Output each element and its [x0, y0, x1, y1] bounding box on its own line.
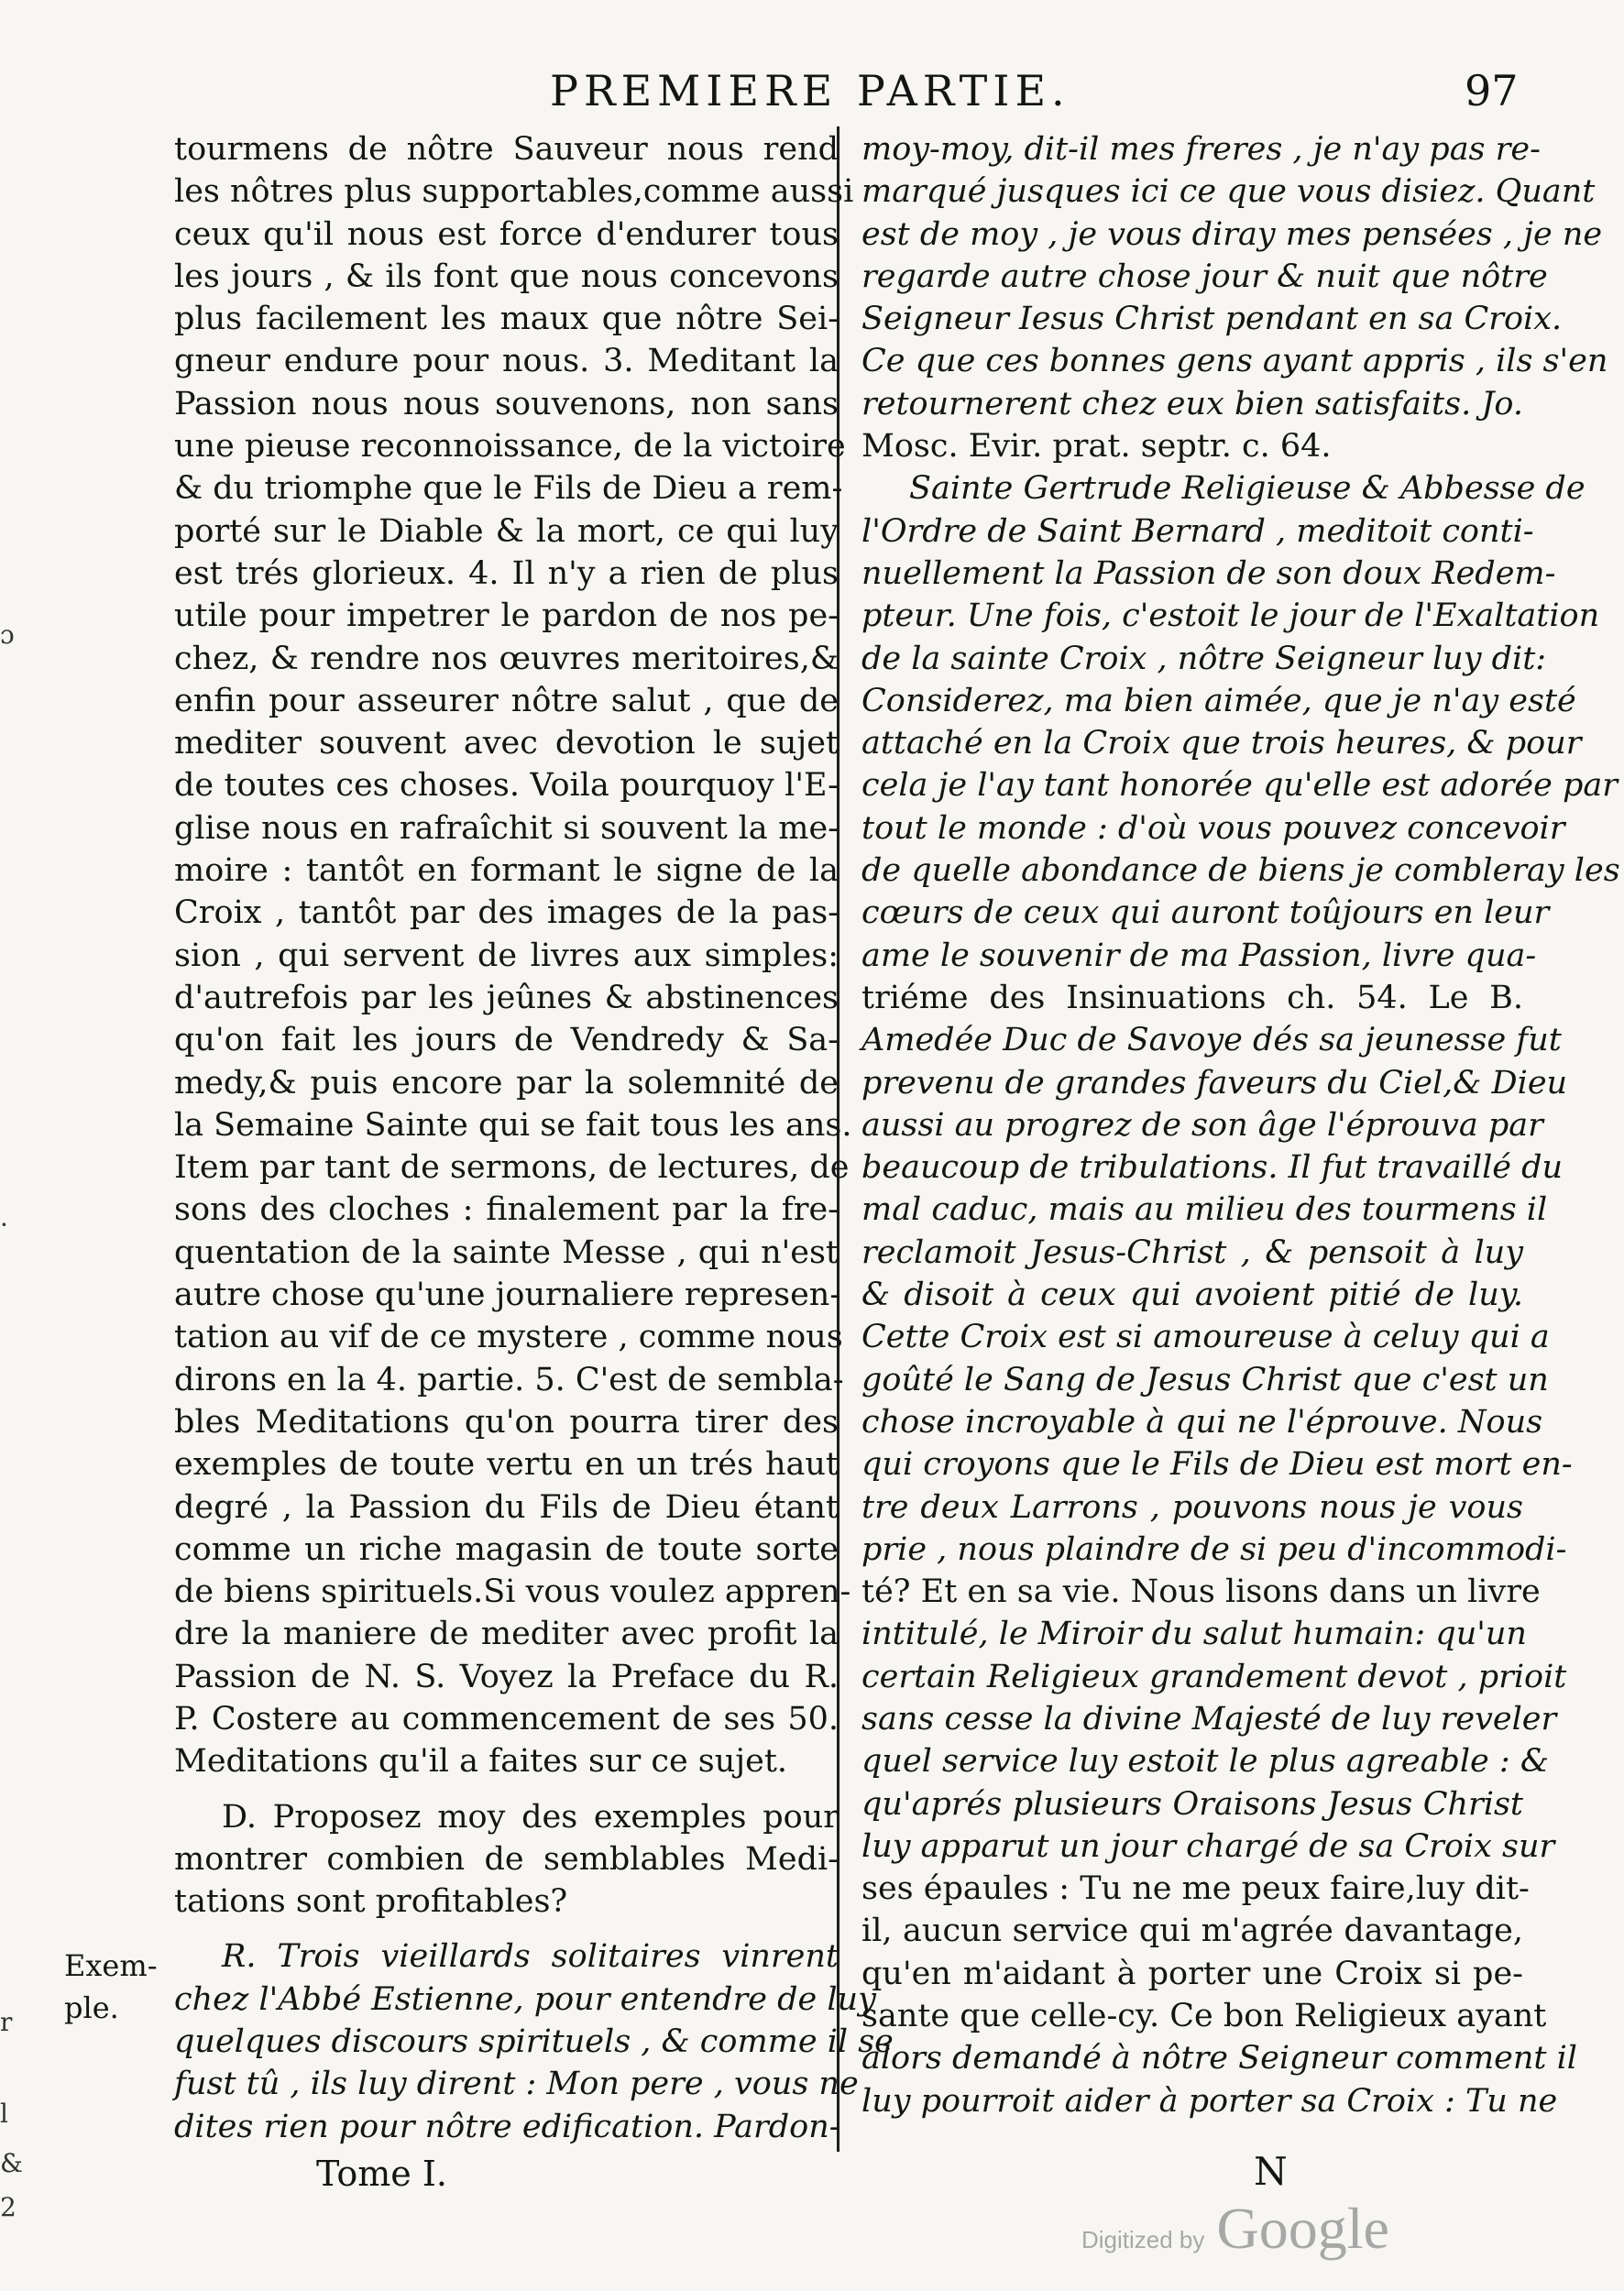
left-column	[174, 128, 894, 2148]
signature-mark: N	[1254, 2149, 1288, 2194]
text-line: cela je l'ay tant honorée qu'elle est adorée par	[861, 767, 1618, 805]
text-line: & disoit à ceux qui avoient pitié de luy.	[861, 1277, 1523, 1314]
text-line: pteur. Une fois, c'estoit le jour de l'Exaltation	[861, 597, 1600, 635]
edge-glyph: ɔ	[0, 619, 15, 650]
text-line: dirons en la 4. partie. 5. C'est de sembla-	[174, 1361, 844, 1398]
text-line: sans cesse la divine Majesté de luy reveler	[861, 1700, 1557, 1737]
text-line: Cette Croix est si amoureuse à celuy qui a	[861, 1319, 1550, 1356]
text-line: chez, & rendre nos œuvres meritoires,&	[174, 640, 839, 677]
text-line: intitulé, le Miroir du salut humain: qu'un	[861, 1616, 1527, 1653]
watermark-prefix: Digitized by	[1081, 2226, 1205, 2253]
text-line: medy,& puis encore par la solemnité de	[174, 1064, 839, 1102]
text-line: glise nous en rafraîchit si souvent la me-	[174, 809, 839, 847]
margin-note	[64, 1945, 165, 2029]
edge-glyph: l	[0, 2099, 8, 2129]
text-line: cœurs de ceux qui auront toûjours en leur	[861, 894, 1550, 932]
text-line: qu'on fait les jours de Vendredy & Sa-	[174, 1022, 839, 1059]
answer-line: fust tû , ils luy dirent : Mon pere , vous ne	[174, 2066, 859, 2103]
text-line: prevenu de grandes faveurs du Ciel,& Dieu	[861, 1064, 1568, 1102]
text-line: quel service luy estoit le plus agreable : &	[861, 1743, 1549, 1781]
text-line: alors demandé à nôtre Seigneur comment il	[861, 2040, 1577, 2077]
text-line: goûté le Sang de Jesus Christ que c'est un	[861, 1361, 1549, 1398]
text-line: mediter souvent avec devotion le sujet	[174, 725, 839, 762]
text-line: sion , qui servent de livres aux simples:	[174, 937, 839, 974]
edge-glyph: ·	[0, 1210, 8, 1240]
text-line: Item par tant de sermons, de lectures, de	[174, 1149, 850, 1187]
text-line: comme un riche magasin de toute sorte	[174, 1530, 839, 1568]
text-line: aussi au progrez de son âge l'éprouva par	[861, 1106, 1543, 1144]
text-line: de quelle abondance de biens je combleray les	[861, 852, 1620, 890]
text-line: moy-moy, dit-il mes freres , je n'ay pas re-	[861, 131, 1541, 168]
edge-glyph: 2	[0, 2192, 16, 2222]
text-line: sante que celle-cy. Ce bon Religieux ayant	[861, 1998, 1547, 2035]
text-line: luy pourroit aider à porter sa Croix : Tu ne	[861, 2082, 1558, 2120]
text-line: quentation de la sainte Messe , qui n'est	[174, 1233, 839, 1271]
text-line: gneur endure pour nous. 3. Meditant la	[174, 343, 839, 380]
text-line: exemples de toute vertu en un trés haut	[174, 1446, 839, 1484]
text-line: ame le souvenir de ma Passion, livre qua-	[861, 937, 1537, 974]
page-number: 97	[1465, 66, 1519, 115]
text-line: ceux qu'il nous est force d'endurer tous	[174, 215, 839, 253]
text-line: té? Et en sa vie. Nous lisons dans un livre	[861, 1573, 1541, 1611]
edge-glyph: r	[0, 2007, 13, 2037]
text-line: bles Meditations qu'on pourra tirer des	[174, 1403, 839, 1441]
text-line: tation au vif de ce mystere , comme nous	[174, 1319, 843, 1356]
answer-line: chez l'Abbé Estienne, pour entendre de luy	[174, 1980, 876, 2018]
page-header	[0, 66, 1624, 121]
text-line: nuellement la Passion de son doux Redem-	[861, 554, 1556, 592]
right-column	[861, 128, 1620, 2122]
text-line: & du triomphe que le Fils de Dieu a rem-	[174, 470, 843, 508]
text-line: porté sur le Diable & la mort, ce qui luy	[174, 512, 839, 550]
text-line: autre chose qu'une journaliere represen-	[174, 1277, 841, 1314]
text-line: Croix , tantôt par des images de la pas-	[174, 894, 839, 932]
text-line: qu'aprés plusieurs Oraisons Jesus Christ	[861, 1785, 1523, 1823]
text-line: tre deux Larrons , pouvons nous je vous	[861, 1488, 1523, 1526]
text-line: Passion de N. S. Voyez la Preface du R.	[174, 1658, 839, 1695]
text-line: est trés glorieux. 4. Il n'y a rien de plus	[174, 554, 839, 592]
running-title: PREMIERE PARTIE.	[550, 66, 1070, 115]
google-logo: Google	[1216, 2196, 1389, 2261]
text-line: sons des cloches : finalement par la fre-	[174, 1191, 839, 1229]
answer-line: quelques discours spirituels , & comme il se	[174, 2023, 894, 2061]
text-line: reclamoit Jesus-Christ , & pensoit à luy	[861, 1233, 1523, 1271]
question-line: D. Proposez moy des exemples pour	[222, 1798, 839, 1836]
text-line: les nôtres plus supportables,comme aussi	[174, 173, 854, 211]
text-line: la Semaine Sainte qui se fait tous les ans.	[174, 1106, 852, 1144]
answer-line: dites rien pour nôtre edification. Pardon-	[174, 2108, 840, 2145]
text-line: qu'en m'aidant à porter une Croix si pe-	[861, 1955, 1523, 1992]
text-line: tout le monde : d'où vous pouvez concevoir	[861, 809, 1565, 847]
text-line: tourmens de nôtre Sauveur nous rend	[174, 131, 839, 168]
text-line: Seigneur Iesus Christ pendant en sa Croix.	[861, 301, 1563, 338]
volume-label: Tome I.	[316, 2154, 447, 2194]
text-line: Meditations qu'il a faites sur ce sujet.	[174, 1743, 788, 1781]
text-line: Amedée Duc de Savoye dés sa jeunesse fut	[861, 1022, 1562, 1059]
text-line: les jours , & ils font que nous concevons	[174, 258, 839, 295]
text-line: plus facilement les maux que nôtre Sei-	[174, 301, 839, 338]
text-line: d'autrefois par les jeûnes & abstinences	[174, 979, 839, 1016]
text-line: Sainte Gertrude Religieuse & Abbesse de	[909, 470, 1586, 508]
text-line: une pieuse reconnoissance, de la victoire	[174, 428, 846, 466]
text-line: Considerez, ma bien aimée, que je n'ay esté	[861, 682, 1576, 719]
margin-note-line: Exem-	[64, 1948, 158, 1983]
text-line: retournerent chez eux bien satisfaits. Jo.	[861, 385, 1523, 422]
question-line: montrer combien de semblables Medi-	[174, 1840, 839, 1878]
text-line: ses épaules : Tu ne me peux faire,luy dit-	[861, 1870, 1530, 1908]
text-line: l'Ordre de Saint Bernard , meditoit conti-	[861, 512, 1534, 550]
text-line: luy apparut un jour chargé de sa Croix sur	[861, 1827, 1555, 1865]
text-line: certain Religieux grandement devot , prioit	[861, 1658, 1567, 1695]
answer-line: R. Trois vieillards solitaires vinrent	[222, 1938, 839, 1976]
text-line: qui croyons que le Fils de Dieu est mort en-	[861, 1446, 1573, 1484]
text-line: mal caduc, mais au milieu des tourmens il	[861, 1191, 1548, 1229]
text-line: de biens spirituels.Si vous voulez appren-	[174, 1573, 851, 1611]
text-line: regarde autre chose jour & nuit que nôtre	[861, 258, 1548, 295]
text-line: attaché en la Croix que trois heures, & pour	[861, 725, 1582, 762]
text-line: marqué jusques ici ce que vous disiez. Quant	[861, 173, 1596, 211]
text-line: il, aucun service qui m'agrée davantage,	[861, 1913, 1523, 1950]
text-line: prie , nous plaindre de si peu d'incommodi-	[861, 1530, 1567, 1568]
text-line: de la sainte Croix , nôtre Seigneur luy dit:	[861, 640, 1547, 677]
text-line: triéme des Insinuations ch. 54. Le B.	[861, 979, 1523, 1016]
text-line: moire : tantôt en formant le signe de la	[174, 852, 839, 890]
text-line: utile pour impetrer le pardon de nos pe-	[174, 597, 839, 635]
text-line: Passion nous nous souvenons, non sans	[174, 385, 839, 422]
text-line: dre la maniere de mediter avec profit la	[174, 1616, 839, 1653]
text-line: beaucoup de tribulations. Il fut travaillé du	[861, 1149, 1564, 1187]
text-line: Ce que ces bonnes gens ayant appris , ils s'en	[861, 343, 1608, 380]
edge-glyph: &	[0, 2148, 23, 2178]
margin-note-line: ple.	[64, 1990, 119, 2025]
watermark	[1081, 2195, 1389, 2261]
question-line: tations sont profitables?	[174, 1883, 568, 1921]
text-line: Mosc. Evir. prat. septr. c. 64.	[861, 428, 1332, 466]
text-line: de toutes ces choses. Voila pourquoy l'E-	[174, 767, 839, 805]
text-line: chose incroyable à qui ne l'éprouve. Nous	[861, 1403, 1543, 1441]
text-line: enfin pour asseurer nôtre salut , que de	[174, 682, 839, 719]
text-line: P. Costere au commencement de ses 50.	[174, 1700, 839, 1737]
text-line: est de moy , je vous diray mes pensées , je ne	[861, 215, 1603, 253]
text-line: degré , la Passion du Fils de Dieu étant	[174, 1488, 839, 1526]
